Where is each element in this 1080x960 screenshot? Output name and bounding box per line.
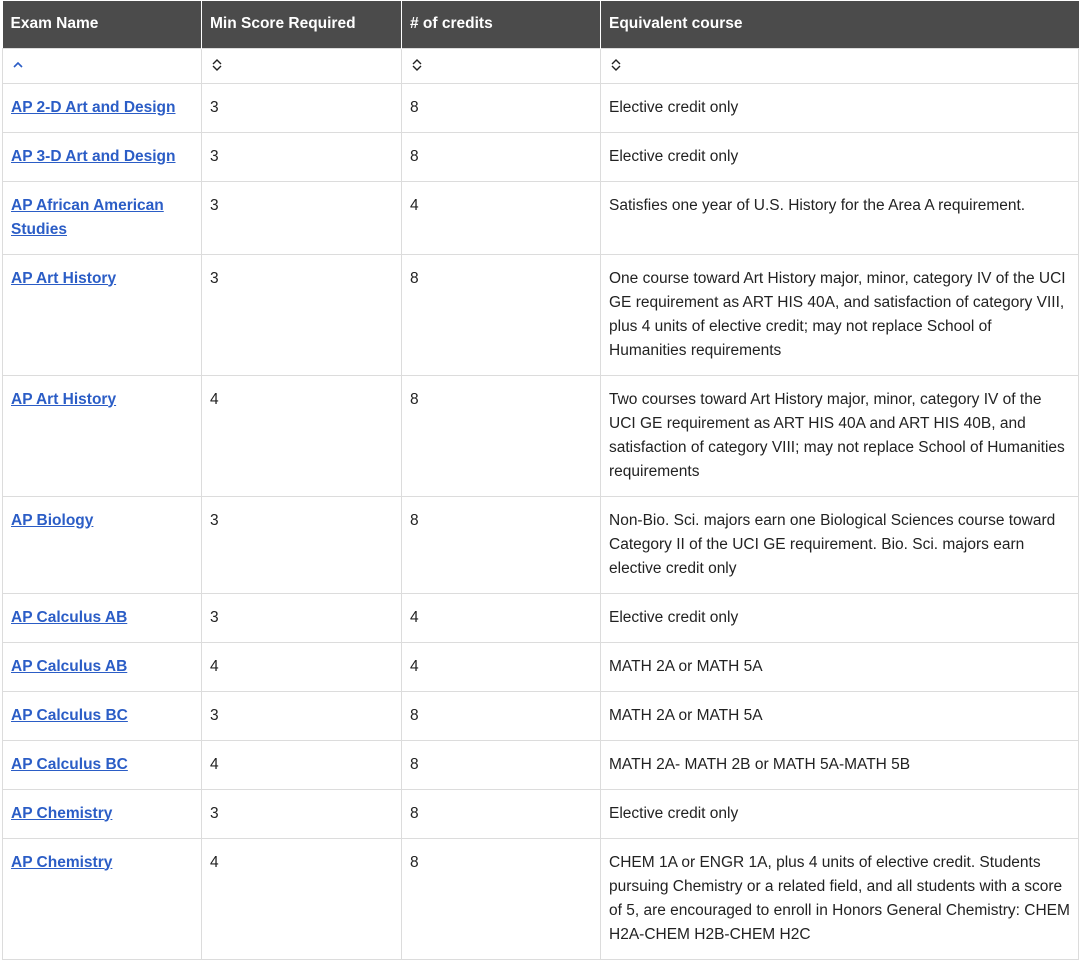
- min-score-cell: 3: [202, 593, 402, 642]
- exam-name-cell: [3, 642, 202, 691]
- exam-link[interactable]: AP Calculus BC: [11, 755, 128, 773]
- min-score-cell: 3: [202, 254, 402, 375]
- sort-ascending-icon[interactable]: [11, 58, 25, 72]
- exam-link[interactable]: AP Art History: [11, 269, 117, 287]
- credits-cell: 4: [402, 642, 601, 691]
- exam-name-cell: [3, 254, 202, 375]
- credits-cell: 8: [402, 132, 601, 181]
- min-score-cell: 4: [202, 740, 402, 789]
- min-score-cell: 4: [202, 375, 402, 496]
- exam-link[interactable]: AP Biology: [11, 511, 94, 529]
- column-header-equivalent-course[interactable]: Equivalent course: [601, 1, 1079, 48]
- min-score-cell: 4: [202, 838, 402, 959]
- equivalent-course-cell: Elective credit only: [601, 593, 1079, 642]
- equivalent-course-cell: Two courses toward Art History major, minor, category IV of the UCI GE requirement as ART HIS 40A and ART HIS 40B, and satisfaction of category VIII; may not replace School of Humanities requirements: [601, 375, 1079, 496]
- exam-link[interactable]: AP Calculus AB: [11, 608, 128, 626]
- table-row: [3, 254, 1079, 375]
- equivalent-course-cell: Elective credit only: [601, 789, 1079, 838]
- sortable-icon[interactable]: [609, 58, 623, 72]
- credits-cell: 8: [402, 838, 601, 959]
- exam-link[interactable]: AP Chemistry: [11, 804, 113, 822]
- sortable-icon[interactable]: [210, 58, 224, 72]
- table-row: [3, 642, 1079, 691]
- exam-name-cell: [3, 496, 202, 593]
- equivalent-course-cell: Elective credit only: [601, 83, 1079, 132]
- sortable-icon[interactable]: [410, 58, 424, 72]
- table-row: [3, 691, 1079, 740]
- header-row: [3, 1, 1079, 48]
- min-score-cell: 3: [202, 83, 402, 132]
- equivalent-course-cell: MATH 2A or MATH 5A: [601, 642, 1079, 691]
- credits-cell: 8: [402, 254, 601, 375]
- min-score-cell: 3: [202, 496, 402, 593]
- exam-name-cell: [3, 838, 202, 959]
- equivalent-course-cell: Elective credit only: [601, 132, 1079, 181]
- equivalent-course-cell: One course toward Art History major, minor, category IV of the UCI GE requirement as ART HIS 40A, and satisfaction of category VIII, plus 4 units of elective credit; may not replace School of Humanities requirements: [601, 254, 1079, 375]
- table-row: [3, 593, 1079, 642]
- exam-name-cell: [3, 132, 202, 181]
- column-header-min-score[interactable]: Min Score Required: [202, 1, 402, 48]
- exam-name-cell: [3, 691, 202, 740]
- sort-cell-equivalent-course[interactable]: [601, 48, 1079, 83]
- table-row: [3, 181, 1079, 254]
- table-row: [3, 496, 1079, 593]
- credits-cell: 4: [402, 593, 601, 642]
- credits-cell: 4: [402, 181, 601, 254]
- table-row: [3, 789, 1079, 838]
- sort-cell-min-score[interactable]: [202, 48, 402, 83]
- min-score-cell: 3: [202, 789, 402, 838]
- min-score-cell: 3: [202, 132, 402, 181]
- table-row: [3, 838, 1079, 959]
- exam-link[interactable]: AP African American Studies: [11, 196, 164, 238]
- equivalent-course-cell: MATH 2A or MATH 5A: [601, 691, 1079, 740]
- table-row: [3, 132, 1079, 181]
- min-score-cell: 3: [202, 181, 402, 254]
- exam-name-cell: [3, 789, 202, 838]
- column-header-exam-name[interactable]: Exam Name: [3, 1, 202, 48]
- exam-link[interactable]: AP Calculus AB: [11, 657, 128, 675]
- credits-cell: 8: [402, 740, 601, 789]
- equivalent-course-cell: Satisfies one year of U.S. History for the Area A requirement.: [601, 181, 1079, 254]
- credits-cell: 8: [402, 375, 601, 496]
- exam-link[interactable]: AP 3-D Art and Design: [11, 147, 176, 165]
- table-row: [3, 83, 1079, 132]
- ap-credit-table: [2, 1, 1079, 960]
- credits-cell: 8: [402, 83, 601, 132]
- min-score-cell: 3: [202, 691, 402, 740]
- exam-name-cell: [3, 375, 202, 496]
- exam-link[interactable]: AP Art History: [11, 390, 117, 408]
- column-header-credits[interactable]: # of credits: [402, 1, 601, 48]
- table-row: [3, 375, 1079, 496]
- exam-link[interactable]: AP Chemistry: [11, 853, 113, 871]
- exam-name-cell: [3, 181, 202, 254]
- credits-cell: 8: [402, 496, 601, 593]
- sort-cell-exam-name[interactable]: [3, 48, 202, 83]
- exam-name-cell: [3, 83, 202, 132]
- sort-row: [3, 48, 1079, 83]
- equivalent-course-cell: Non-Bio. Sci. majors earn one Biological Sciences course toward Category II of the UCI GE requirement. Bio. Sci. majors earn elective credit only: [601, 496, 1079, 593]
- credits-cell: 8: [402, 691, 601, 740]
- min-score-cell: 4: [202, 642, 402, 691]
- exam-name-cell: [3, 593, 202, 642]
- credits-cell: 8: [402, 789, 601, 838]
- exam-link[interactable]: AP Calculus BC: [11, 706, 128, 724]
- exam-name-cell: [3, 740, 202, 789]
- table-row: [3, 740, 1079, 789]
- equivalent-course-cell: MATH 2A- MATH 2B or MATH 5A-MATH 5B: [601, 740, 1079, 789]
- sort-cell-credits[interactable]: [402, 48, 601, 83]
- exam-link[interactable]: AP 2-D Art and Design: [11, 98, 176, 116]
- equivalent-course-cell: CHEM 1A or ENGR 1A, plus 4 units of elective credit. Students pursuing Chemistry or a related field, and all students with a score of 5, are encouraged to enroll in Honors General Chemistry: CHEM H2A-CHEM H2B-CHEM H2C: [601, 838, 1079, 959]
